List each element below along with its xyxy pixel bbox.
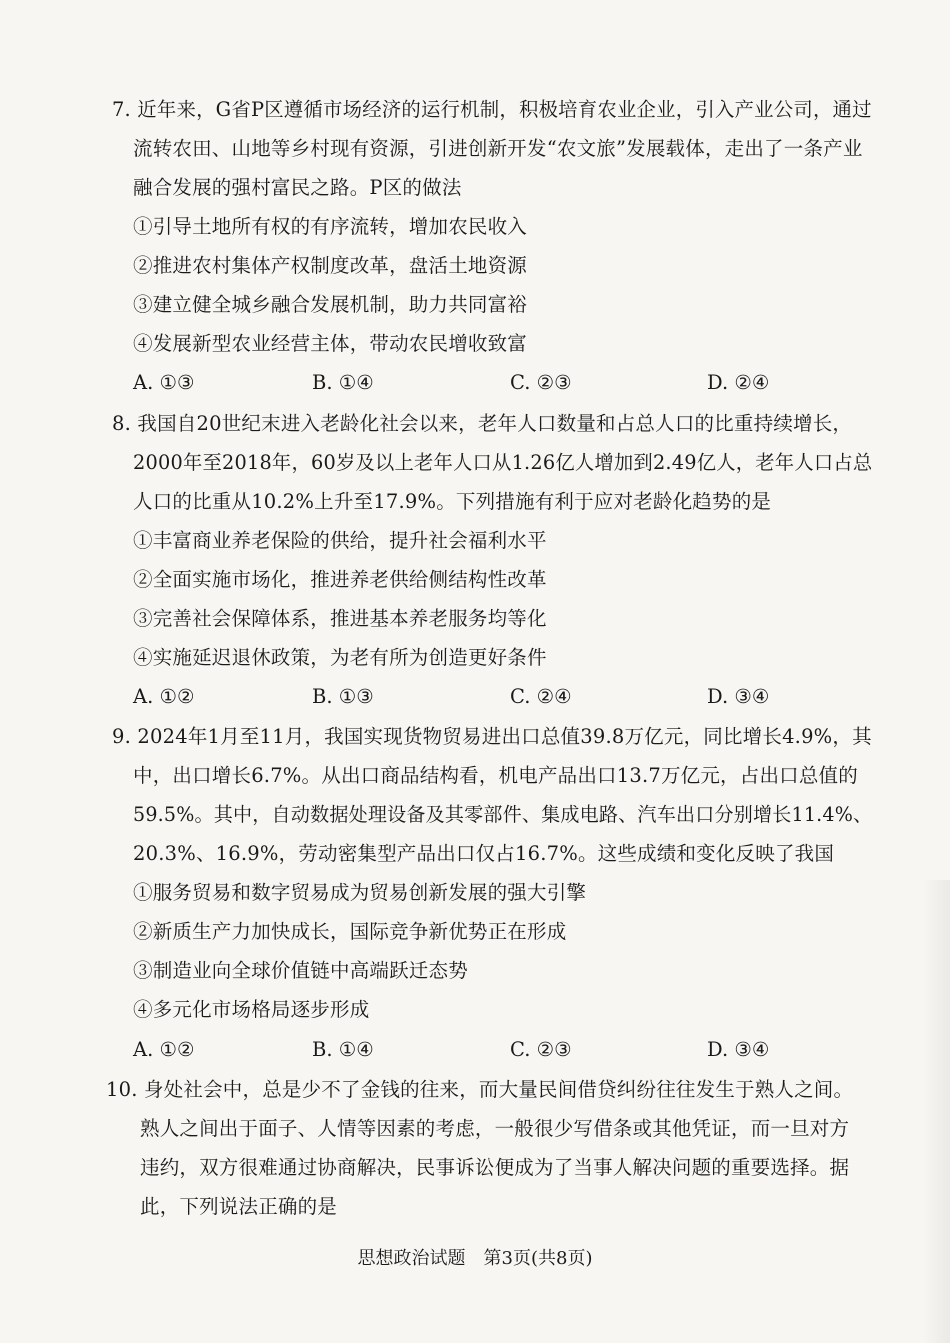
- q8-choice-c: C. ②④: [510, 685, 572, 708]
- scan-edge-shadow: [922, 880, 950, 1343]
- q7-choice-c: C. ②③: [510, 371, 572, 394]
- q8-choice-d: D. ③④: [707, 685, 770, 708]
- q7-choice-a: A. ①③: [133, 371, 195, 394]
- q10-stem-line-2: 熟人之间出于面子、人情等因素的考虑，一般很少写借条或其他凭证，而一旦对方: [140, 1117, 850, 1140]
- q8-option-3: ③完善社会保障体系，推进基本养老服务均等化: [133, 607, 547, 630]
- q7-choice-d: D. ②④: [707, 371, 770, 394]
- q8-stem-line-1: 8. 我国自20世纪末进入老龄化社会以来，老年人口数量和占总人口的比重持续增长，: [112, 412, 853, 435]
- q7-stem-line-3: 融合发展的强村富民之路。P区的做法: [133, 176, 462, 199]
- q7-stem-line-2: 流转农田、山地等乡村现有资源，引进创新开发“农文旅”发展载体，走出了一条产业: [133, 137, 863, 160]
- page-footer: 思想政治试题 第3页(共8页): [357, 1248, 593, 1269]
- q8-option-4: ④实施延迟退休政策，为老有所为创造更好条件: [133, 646, 547, 669]
- q8-option-2: ②全面实施市场化，推进养老供给侧结构性改革: [133, 568, 547, 591]
- q8-stem-line-2: 2000年至2018年，60岁及以上老年人口从1.26亿人增加到2.49亿人，老年人口占总: [133, 451, 873, 474]
- q8-stem-line-3: 人口的比重从10.2%上升至17.9%。下列措施有利于应对老龄化趋势的是: [133, 490, 772, 513]
- q9-option-2: ②新质生产力加快成长，国际竞争新优势正在形成: [133, 920, 567, 943]
- q7-option-3: ③建立健全城乡融合发展机制，助力共同富裕: [133, 293, 528, 316]
- q9-option-3: ③制造业向全球价值链中高端跃迁态势: [133, 959, 468, 982]
- q9-stem-line-4: 20.3%、16.9%，劳动密集型产品出口仅占16.7%。这些成绩和变化反映了我国: [133, 842, 835, 865]
- q8-choice-b: B. ①③: [312, 685, 374, 708]
- q10-stem-line-4: 此，下列说法正确的是: [140, 1195, 338, 1218]
- q7-option-2: ②推进农村集体产权制度改革，盘活土地资源: [133, 254, 528, 277]
- q8-option-1: ①丰富商业养老保险的供给，提升社会福利水平: [133, 529, 547, 552]
- q9-choice-c: C. ②③: [510, 1038, 572, 1061]
- q9-option-4: ④多元化市场格局逐步形成: [133, 998, 370, 1021]
- q7-choice-b: B. ①④: [312, 371, 374, 394]
- q9-choice-b: B. ①④: [312, 1038, 374, 1061]
- q9-stem-line-3: 59.5%。其中，自动数据处理设备及其零部件、集成电路、汽车出口分别增长11.4%、: [133, 803, 873, 826]
- q9-stem-line-1: 9. 2024年1月至11月，我国实现货物贸易进出口总值39.8万亿元，同比增长4.9%，其: [112, 725, 872, 748]
- q9-choice-a: A. ①②: [133, 1038, 195, 1061]
- q10-stem-line-1: 10. 身处社会中，总是少不了金钱的往来，而大量民间借贷纠纷往往发生于熟人之间。: [106, 1078, 854, 1101]
- q7-option-1: ①引导土地所有权的有序流转，增加农民收入: [133, 215, 528, 238]
- q10-stem-line-3: 违约，双方很难通过协商解决，民事诉讼便成为了当事人解决问题的重要选择。据: [140, 1156, 850, 1179]
- q8-choice-a: A. ①②: [133, 685, 195, 708]
- q7-option-4: ④发展新型农业经营主体，带动农民增收致富: [133, 332, 528, 355]
- q7-stem-line-1: 7. 近年来，G省P区遵循市场经济的运行机制，积极培育农业企业，引入产业公司，通过: [112, 98, 872, 121]
- q9-stem-line-2: 中，出口增长6.7%。从出口商品结构看，机电产品出口13.7万亿元，占出口总值的: [133, 764, 858, 787]
- q9-choice-d: D. ③④: [707, 1038, 770, 1061]
- q9-option-1: ①服务贸易和数字贸易成为贸易创新发展的强大引擎: [133, 881, 587, 904]
